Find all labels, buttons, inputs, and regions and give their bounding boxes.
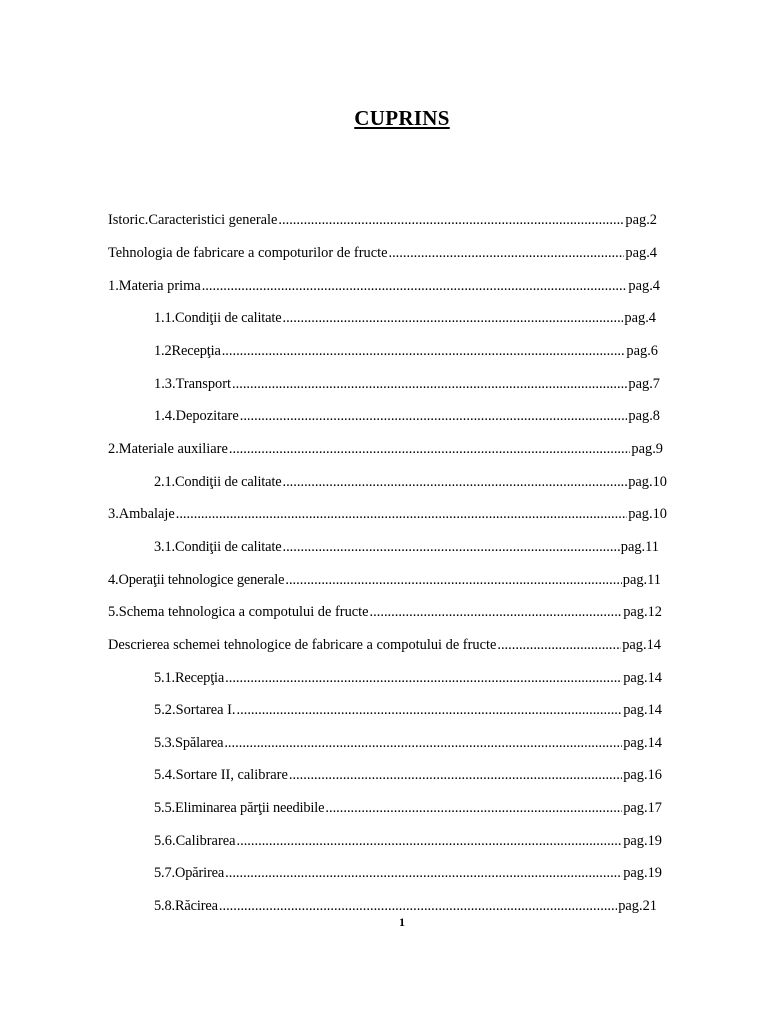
toc-entry-page: pag.11 xyxy=(622,572,661,588)
toc-entry[interactable] xyxy=(154,343,658,365)
toc-entry-label: 5.7.Opărirea xyxy=(154,865,225,881)
toc-leader-dots xyxy=(229,441,631,458)
toc-entry-label: 1.Materia prima xyxy=(108,278,201,294)
toc-entry-page: pag.4 xyxy=(624,310,656,326)
toc-leader-dots xyxy=(232,376,627,393)
toc-entry[interactable] xyxy=(154,474,667,496)
toc-entry-page: pag.10 xyxy=(628,506,667,522)
toc-entry[interactable] xyxy=(154,865,662,887)
toc-entry-page: pag.12 xyxy=(623,604,662,620)
page-number: 1 xyxy=(399,915,405,929)
toc-entry-label: 1.2Recepţia xyxy=(154,343,221,359)
toc-leader-dots xyxy=(237,833,623,850)
toc-entry-label: 5.Schema tehnologica a compotului de fructe xyxy=(108,604,369,620)
toc-entry[interactable] xyxy=(154,833,662,855)
toc-entry[interactable] xyxy=(108,604,662,626)
toc-entry[interactable] xyxy=(154,702,662,724)
toc-entry-label: 4.Operaţii tehnologice generale xyxy=(108,572,285,588)
toc-entry-page: pag.14 xyxy=(623,670,662,686)
toc-leader-dots xyxy=(202,278,628,295)
toc-entry[interactable] xyxy=(108,441,663,463)
toc-entry-label: 5.8.Răcirea xyxy=(154,898,218,914)
toc-entry-label: Tehnologia de fabricare a compoturilor de fructe xyxy=(108,245,388,261)
toc-entry-label: 3.1.Condiţii de calitate xyxy=(154,539,282,555)
toc-entry[interactable] xyxy=(108,506,667,528)
toc-leader-dots xyxy=(325,800,622,817)
toc-entry-page: pag.16 xyxy=(623,767,662,783)
document-title: CUPRINS xyxy=(354,106,450,130)
toc-entry[interactable] xyxy=(108,212,657,234)
toc-leader-dots xyxy=(176,506,627,523)
toc-entry-page: pag.19 xyxy=(623,833,662,849)
toc-entry-label: 2.1.Condiţii de calitate xyxy=(154,474,282,490)
toc-entry-label: 1.1.Condiţii de calitate xyxy=(154,310,282,326)
toc-leader-dots xyxy=(278,212,624,229)
toc-entry-label: 1.3.Transport xyxy=(154,376,232,392)
toc-entry[interactable] xyxy=(154,376,660,398)
toc-entry-page: pag.8 xyxy=(628,408,660,424)
toc-entry[interactable] xyxy=(108,278,660,300)
toc-leader-dots xyxy=(285,572,621,589)
toc-entry[interactable] xyxy=(154,800,662,822)
toc-leader-dots xyxy=(225,670,622,687)
toc-entry[interactable] xyxy=(108,245,657,267)
toc-leader-dots xyxy=(237,702,623,719)
toc-entry-page: pag.21 xyxy=(618,898,657,914)
toc-leader-dots xyxy=(240,408,628,425)
toc-leader-dots xyxy=(225,865,622,882)
toc-entry[interactable] xyxy=(108,637,661,659)
toc-entry-label: 5.3.Spălarea xyxy=(154,735,224,751)
toc-entry-label: 2.Materiale auxiliare xyxy=(108,441,228,457)
toc-entry-label: 5.4.Sortare II, calibrare xyxy=(154,767,288,783)
toc-entry-label: 5.2.Sortarea I. xyxy=(154,702,236,718)
toc-entry[interactable] xyxy=(154,670,662,692)
toc-entry-page: pag.17 xyxy=(623,800,662,816)
toc-entry[interactable] xyxy=(154,310,656,332)
toc-leader-dots xyxy=(222,343,626,360)
toc-leader-dots xyxy=(219,898,617,915)
toc-leader-dots xyxy=(282,310,623,327)
toc-entry[interactable] xyxy=(154,539,659,561)
toc-entry[interactable] xyxy=(108,572,661,594)
toc-entry-label: Descrierea schemei tehnologice de fabricare a compotului de fructe xyxy=(108,637,497,653)
toc-entry-page: pag.11 xyxy=(620,539,659,555)
toc-entry-page: pag.4 xyxy=(625,245,657,261)
toc-leader-dots xyxy=(497,637,621,654)
toc-entry-page: pag.2 xyxy=(625,212,657,228)
toc-entry-label: Istoric.Caracteristici generale xyxy=(108,212,278,228)
toc-leader-dots xyxy=(282,474,627,491)
toc-entry-page: pag.19 xyxy=(623,865,662,881)
toc-leader-dots xyxy=(388,245,624,262)
toc-entry-page: pag.14 xyxy=(622,637,661,653)
toc-leader-dots xyxy=(370,604,623,621)
toc-entry-page: pag.10 xyxy=(628,474,667,490)
toc-leader-dots xyxy=(282,539,619,556)
toc-entry[interactable] xyxy=(154,735,662,757)
toc-leader-dots xyxy=(224,735,622,752)
toc-entry[interactable] xyxy=(154,408,660,430)
toc-entry-label: 5.6.Calibrarea xyxy=(154,833,236,849)
toc-entry-page: pag.7 xyxy=(628,376,660,392)
toc-entry[interactable] xyxy=(154,767,662,789)
toc-entry-label: 3.Ambalaje xyxy=(108,506,175,522)
toc-entry-page: pag.6 xyxy=(626,343,658,359)
toc-entry-page: pag.14 xyxy=(623,735,662,751)
toc-entry-page: pag.4 xyxy=(628,278,660,294)
toc-entry-label: 1.4.Depozitare xyxy=(154,408,239,424)
toc-entry-page: pag.9 xyxy=(631,441,663,457)
toc-entry-label: 5.1.Recepţia xyxy=(154,670,225,686)
toc-leader-dots xyxy=(289,767,622,784)
toc-entry-page: pag.14 xyxy=(623,702,662,718)
toc-entry-label: 5.5.Eliminarea părţii needibile xyxy=(154,800,325,816)
